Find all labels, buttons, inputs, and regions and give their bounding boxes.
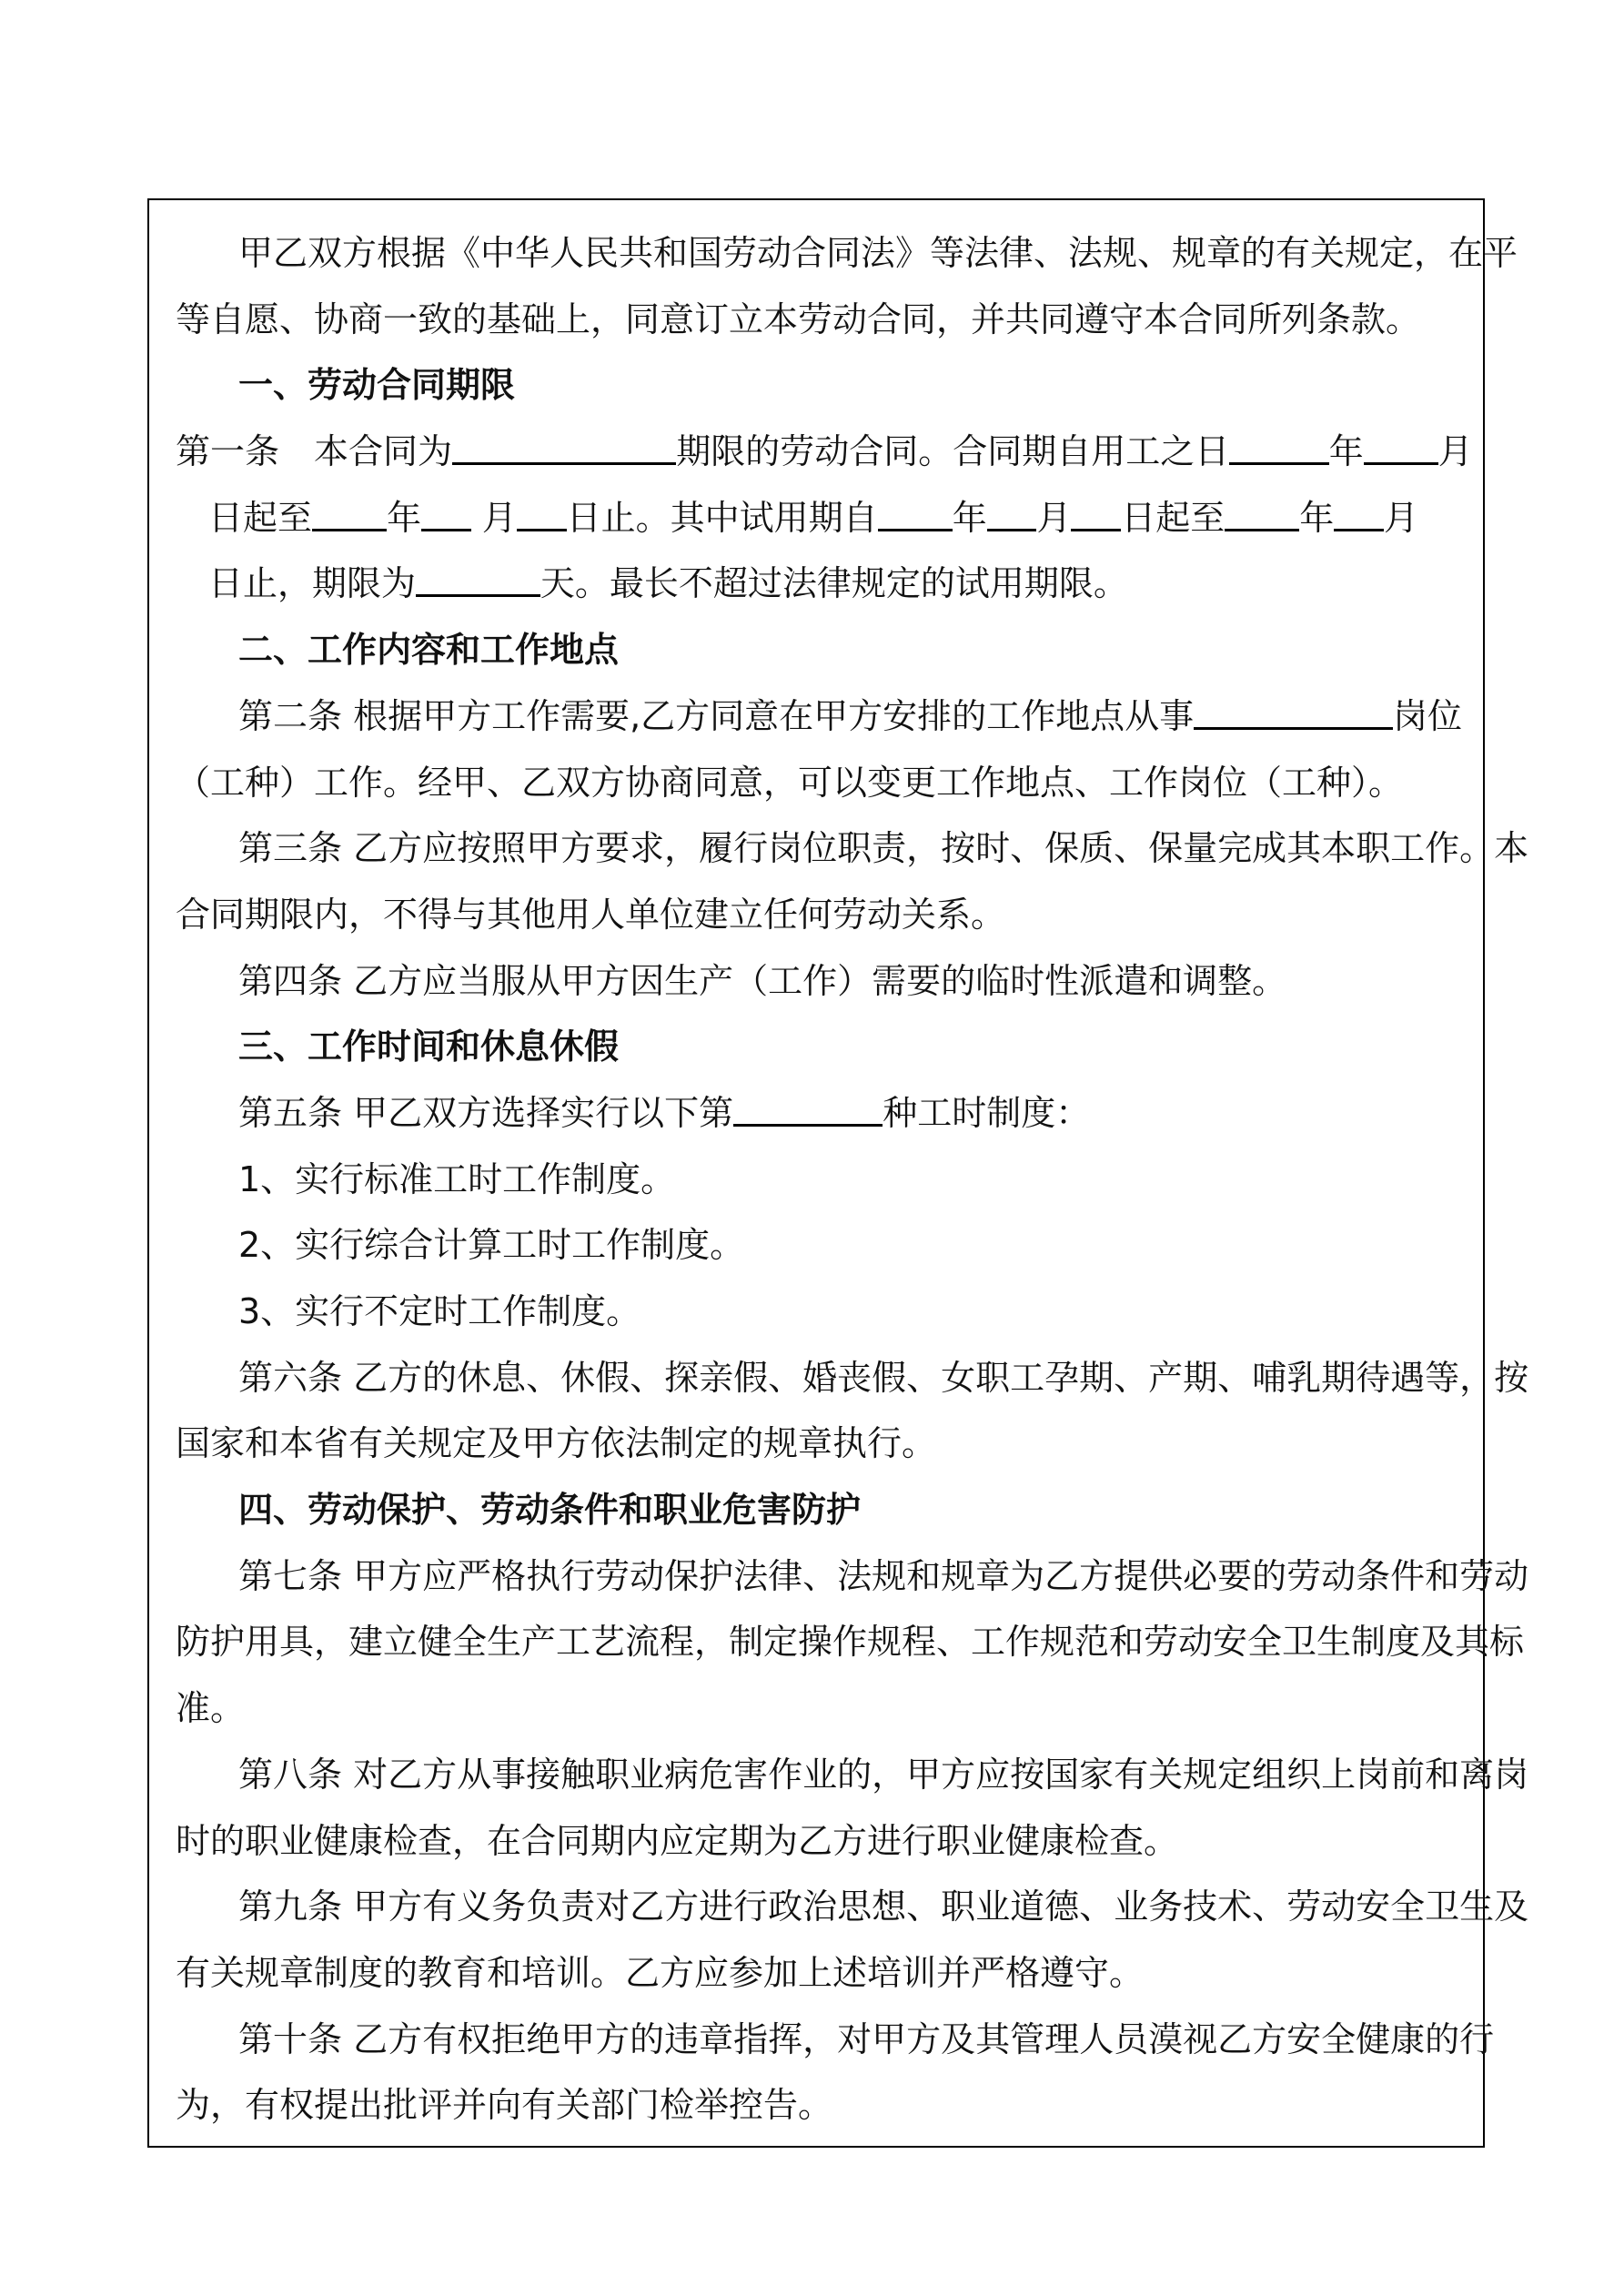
text-segment: 第四条 乙方应当服从甲方因生产（工作）需要的临时性派遣和调整。 xyxy=(238,960,1287,1001)
fill-in-blank[interactable] xyxy=(312,497,387,531)
section-heading xyxy=(176,617,1465,683)
text-segment: 第三条 乙方应按照甲方要求，履行岗位职责，按时、保质、保量完成其本职工作。本 xyxy=(238,828,1529,869)
fill-in-blank[interactable] xyxy=(416,563,540,597)
contract-text-line xyxy=(176,1411,1465,1477)
contract-text-line xyxy=(176,1940,1465,2007)
contract-text-line xyxy=(176,419,1473,485)
text-segment: 3、实行不定时工作制度。 xyxy=(238,1291,641,1331)
text-segment: 月 xyxy=(1437,431,1473,472)
contract-text-line xyxy=(176,948,1465,1015)
text-segment: 一、劳动合同期限 xyxy=(238,365,516,406)
text-segment: 1、实行标准工时工作制度。 xyxy=(238,1158,676,1199)
text-segment: 年 xyxy=(387,497,422,538)
contract-text-line xyxy=(176,1675,1465,1742)
contract-text-line xyxy=(176,815,1529,882)
text-segment: 年 xyxy=(952,497,987,538)
fill-in-blank[interactable] xyxy=(1225,497,1299,531)
text-segment: 等自愿、协商一致的基础上，同意订立本劳动合同，并共同遵守本合同所列条款。 xyxy=(176,298,1421,339)
contract-text-line xyxy=(176,1742,1529,1808)
fill-in-blank[interactable] xyxy=(452,431,676,465)
text-segment: 期限的劳动合同。合同期自用工之日 xyxy=(676,431,1230,472)
text-segment: 岗位 xyxy=(1393,695,1463,736)
text-segment: 第五条 甲乙双方选择实行以下第 xyxy=(238,1092,734,1133)
contract-text-line xyxy=(176,485,1465,551)
text-segment: 二、工作内容和工作地点 xyxy=(238,630,620,671)
contract-text-line xyxy=(176,1808,1465,1875)
fill-in-blank[interactable] xyxy=(987,497,1037,531)
contract-text-line xyxy=(176,750,1465,816)
contract-text-line xyxy=(176,1279,1465,1345)
contract-text-line xyxy=(176,882,1465,948)
contract-text-line xyxy=(176,1609,1525,1675)
text-segment: 合同期限内，不得与其他用人单位建立任何劳动关系。 xyxy=(176,894,1006,935)
text-segment: 三、工作时间和休息休假 xyxy=(238,1027,620,1067)
fill-in-blank[interactable] xyxy=(733,1093,883,1127)
text-segment: 第七条 甲方应严格执行劳动保护法律、法规和规章为乙方提供必要的劳动条件和劳动 xyxy=(238,1555,1529,1596)
fill-in-blank[interactable] xyxy=(421,497,471,531)
contract-frame xyxy=(147,198,1529,2148)
text-segment: 为，有权提出批评并向有关部门检举控告。 xyxy=(176,2085,833,2126)
text-segment: 年 xyxy=(1328,431,1364,472)
contract-text-line xyxy=(176,1874,1529,1940)
text-segment: 第一条 本合同为 xyxy=(176,431,453,472)
section-heading xyxy=(176,1477,1465,1543)
contract-text-line xyxy=(176,551,1465,617)
text-segment: 日起至 xyxy=(208,497,313,538)
contract-text-line xyxy=(176,1080,1465,1147)
contract-text-line xyxy=(176,220,1518,287)
text-segment: 有关规章制度的教育和培训。乙方应参加上述培训并严格遵守。 xyxy=(176,1952,1145,1993)
text-segment: 第二条 根据甲方工作需要,乙方同意在甲方安排的工作地点从事 xyxy=(238,695,1195,736)
text-segment: 国家和本省有关规定及甲方依法制定的规章执行。 xyxy=(176,1423,937,1464)
contract-text-line xyxy=(176,2007,1495,2073)
fill-in-blank[interactable] xyxy=(878,497,953,531)
text-segment: 时的职业健康检查，在合同期内应定期为乙方进行职业健康检查。 xyxy=(176,1820,1179,1861)
text-segment: 天。最长不超过法律规定的试用期限。 xyxy=(540,563,1128,604)
section-heading xyxy=(176,1014,1465,1080)
contract-text-line xyxy=(176,683,1465,750)
text-segment: 日起至 xyxy=(1121,497,1226,538)
text-segment: （工种）工作。经甲、乙双方协商同意，可以变更工作地点、工作岗位（工种）。 xyxy=(176,762,1404,803)
text-segment: 第八条 对乙方从事接触职业病危害作业的，甲方应按国家有关规定组织上岗前和离岗 xyxy=(238,1754,1529,1795)
contract-text-line xyxy=(176,1212,1465,1279)
text-segment: 日止。其中试用期自 xyxy=(566,497,878,538)
text-segment: 防护用具，建立健全生产工艺流程，制定操作规程、工作规范和劳动安全卫生制度及其标 xyxy=(176,1622,1525,1663)
text-segment: 第九条 甲方有义务负责对乙方进行政治思想、职业道德、业务技术、劳动安全卫生及 xyxy=(238,1886,1529,1927)
text-segment: 月 xyxy=(1384,497,1419,538)
text-segment: 日止，期限为 xyxy=(208,563,417,604)
text-segment: 甲乙双方根据《中华人民共和国劳动合同法》等法律、法规、规章的有关规定，在平 xyxy=(238,233,1518,273)
fill-in-blank[interactable] xyxy=(1071,497,1121,531)
contract-text-line xyxy=(176,1147,1465,1213)
text-segment: 年 xyxy=(1299,497,1335,538)
fill-in-blank[interactable] xyxy=(1229,431,1328,465)
contract-text-line xyxy=(176,2072,1465,2139)
fill-in-blank[interactable] xyxy=(517,497,567,531)
text-segment: 月 xyxy=(470,497,517,538)
contract-body xyxy=(176,220,1529,2139)
fill-in-blank[interactable] xyxy=(1364,431,1438,465)
contract-text-line xyxy=(176,1345,1529,1411)
contract-text-line xyxy=(176,1543,1529,1610)
text-segment: 2、实行综合计算工时工作制度。 xyxy=(238,1225,745,1266)
text-segment: 月 xyxy=(1036,497,1072,538)
contract-text-line xyxy=(176,287,1465,353)
text-segment: 第十条 乙方有权拒绝甲方的违章指挥，对甲方及其管理人员漠视乙方安全健康的行 xyxy=(238,2018,1495,2059)
fill-in-blank[interactable] xyxy=(1194,696,1393,730)
section-heading xyxy=(176,352,1465,419)
text-segment: 种工时制度： xyxy=(883,1092,1091,1133)
fill-in-blank[interactable] xyxy=(1334,497,1384,531)
text-segment: 准。 xyxy=(176,1688,246,1729)
text-segment: 第六条 乙方的休息、休假、探亲假、婚丧假、女职工孕期、产期、哺乳期待遇等，按 xyxy=(238,1357,1529,1398)
text-segment: 四、劳动保护、劳动条件和职业危害防护 xyxy=(238,1490,862,1531)
